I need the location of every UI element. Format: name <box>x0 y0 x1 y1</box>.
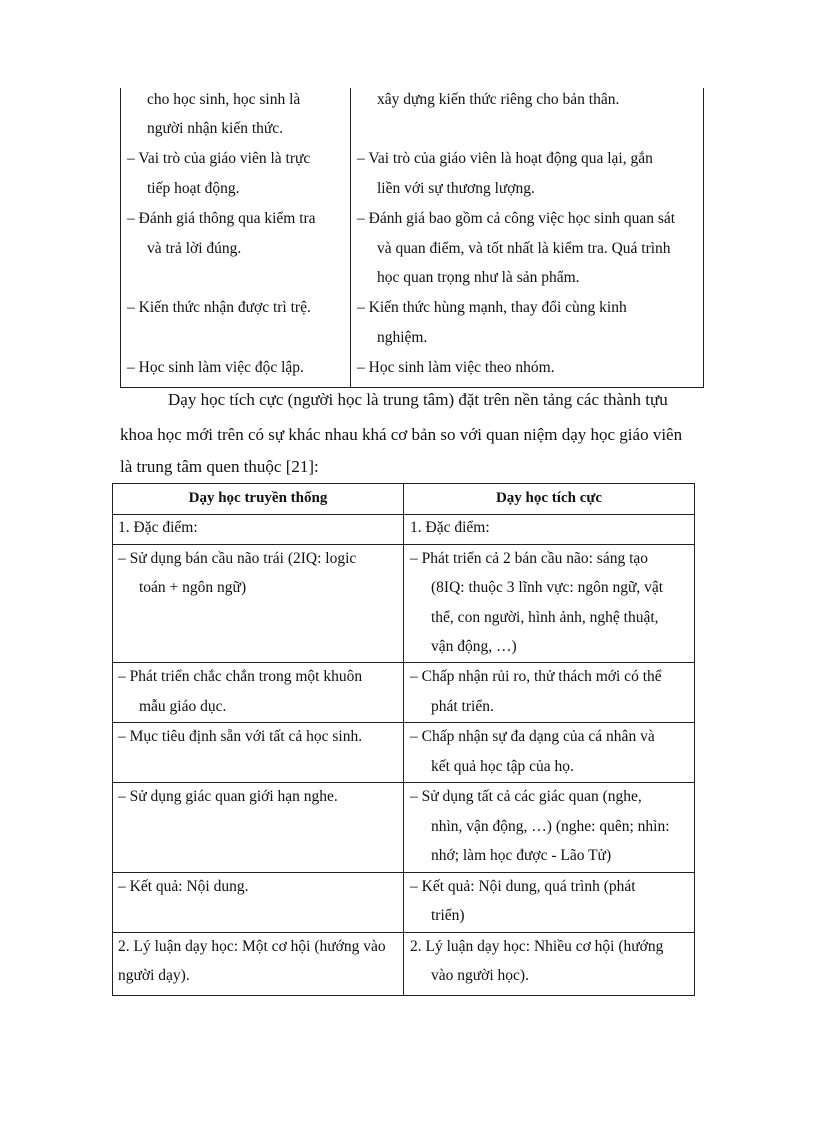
table2-cell-text: kết quả học tập của họ. <box>431 758 574 775</box>
paragraph-line: khoa học mới trên có sự khác nhau khá cơ bản so với quan niệm dạy học giáo viên <box>120 425 683 444</box>
table1-cell-text: người nhận kiến thức. <box>147 120 284 137</box>
table2-cell-text: – Sử dụng tất cả các giác quan (nghe, <box>410 788 642 805</box>
table2-cell-text: vận động, …) <box>431 638 517 655</box>
table1-cell-text: liền với sự thương lượng. <box>377 180 535 197</box>
column-divider <box>403 484 404 995</box>
table1-cell-text: – Kiến thức hùng mạnh, thay đổi cùng kinh <box>357 299 627 316</box>
table2-cell-text: – Sử dụng giác quan giới hạn nghe. <box>118 788 338 805</box>
table1-cell-text: nghiệm. <box>377 329 428 346</box>
paragraph-line: Dạy học tích cực (người học là trung tâm) đặt trên nền tảng các thành tựu <box>168 390 668 409</box>
table2-cell-text: phát triển. <box>431 698 494 715</box>
table2-cell-text: – Phát triển chắc chắn trong một khuôn <box>118 668 363 685</box>
table2-cell-text: – Chấp nhận rủi ro, thử thách mới có thể <box>410 668 662 685</box>
table2-cell-text: mẫu giáo dục. <box>139 698 227 715</box>
table2-cell-text: – Kết quả: Nội dung, quá trình (phát <box>410 878 636 895</box>
table1-cell-text: và trả lời đúng. <box>147 240 242 257</box>
table1-cell-text: và quan điểm, và tốt nhất là kiểm tra. Quá trình <box>377 240 671 257</box>
table2-cell-text: toán + ngôn ngữ) <box>139 579 247 596</box>
table2-cell-text: (8IQ: thuộc 3 lĩnh vực: ngôn ngữ, vật <box>431 579 664 596</box>
table2-cell-text: 1. Đặc điểm: <box>118 519 198 536</box>
table1-cell-text: – Học sinh làm việc theo nhóm. <box>357 359 555 376</box>
table2-cell-text: – Chấp nhận sự đa dạng của cá nhân và <box>410 728 655 745</box>
row-divider <box>113 544 694 545</box>
table2-cell-text: người dạy). <box>118 967 190 984</box>
table2-cell-text: 1. Đặc điểm: <box>410 519 490 536</box>
table1-cell-text: – Đánh giá bao gồm cả công việc học sinh quan sát <box>357 210 676 227</box>
teaching-comparison-table <box>112 483 695 996</box>
row-divider <box>113 514 694 515</box>
table1-cell-text: cho học sinh, học sinh là <box>147 91 301 108</box>
row-divider <box>113 872 694 873</box>
table1-cell-text: xây dựng kiến thức riêng cho bản thân. <box>377 91 620 108</box>
comparison-table-continued <box>120 88 704 388</box>
table2-cell-text: nhìn, vận động, …) (nghe: quên; nhìn: <box>431 818 670 835</box>
table2-cell-text: – Mục tiêu định sẵn với tất cả học sinh. <box>118 728 363 745</box>
table1-cell-text: – Học sinh làm việc độc lập. <box>127 359 304 376</box>
column-header-active: Dạy học tích cực <box>495 490 603 506</box>
table2-cell-text: nhớ; làm học được - Lão Tử) <box>431 847 612 864</box>
row-divider <box>113 932 694 933</box>
row-divider <box>113 782 694 783</box>
table2-cell-text: – Sử dụng bán cầu não trái (2IQ: logic <box>118 550 357 567</box>
table2-cell-text: – Kết quả: Nội dung. <box>118 878 249 895</box>
table2-cell-text: thể, con người, hình ảnh, nghệ thuật, <box>431 609 659 626</box>
column-header-traditional: Dạy học truyền thống <box>188 490 328 506</box>
table2-cell-text: 2. Lý luận dạy học: Một cơ hội (hướng vào <box>118 938 386 955</box>
table2-cell-text: vào người học). <box>431 967 529 984</box>
table1-cell-text: học quan trọng như là sản phẩm. <box>377 269 580 286</box>
column-divider <box>350 88 351 387</box>
table2-cell-text: – Phát triển cả 2 bán cầu não: sáng tạo <box>410 550 649 567</box>
table1-cell-text: – Vai trò của giáo viên là trực <box>127 150 311 167</box>
paragraph-line: là trung tâm quen thuộc [21]: <box>120 457 319 476</box>
row-divider <box>113 662 694 663</box>
table1-cell-text: tiếp hoạt động. <box>147 180 240 197</box>
table2-cell-text: triển) <box>431 907 465 924</box>
row-divider <box>113 722 694 723</box>
table1-cell-text: – Vai trò của giáo viên là hoạt động qua lại, gắn <box>357 150 653 167</box>
table1-cell-text: – Đánh giá thông qua kiểm tra <box>127 210 316 227</box>
table2-cell-text: 2. Lý luận dạy học: Nhiều cơ hội (hướng <box>410 938 664 955</box>
table1-cell-text: – Kiến thức nhận được trì trệ. <box>127 299 311 316</box>
